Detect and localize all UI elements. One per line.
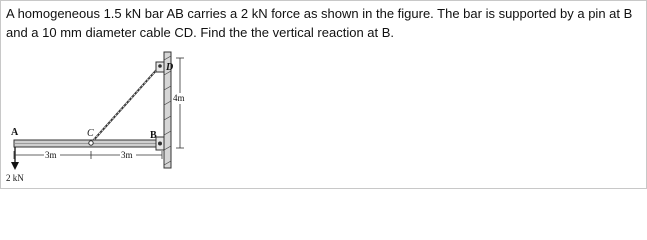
label-dim-right: 3m <box>121 150 133 160</box>
label-d: D <box>166 62 174 73</box>
label-load: 2 kN <box>6 173 24 183</box>
vertical-dimension <box>172 58 188 148</box>
label-dim-left: 3m <box>45 150 57 160</box>
problem-statement: A homogeneous 1.5 kN bar AB carries a 2 kN force as shown in the figure. The bar is supported by a pin at B and a 10 mm diameter cable CD. Find the the vertical reaction at B. <box>6 6 633 40</box>
pin-support-b <box>156 137 164 150</box>
label-dim-vertical: 4m <box>173 93 185 103</box>
label-a: A <box>11 127 19 138</box>
horizontal-dimension <box>14 149 162 160</box>
bracket-d <box>156 62 164 72</box>
label-b: B <box>150 130 157 141</box>
label-c: C <box>87 128 94 139</box>
pin-c <box>89 141 93 145</box>
load-arrow <box>11 147 19 170</box>
bar-ab <box>14 140 162 147</box>
